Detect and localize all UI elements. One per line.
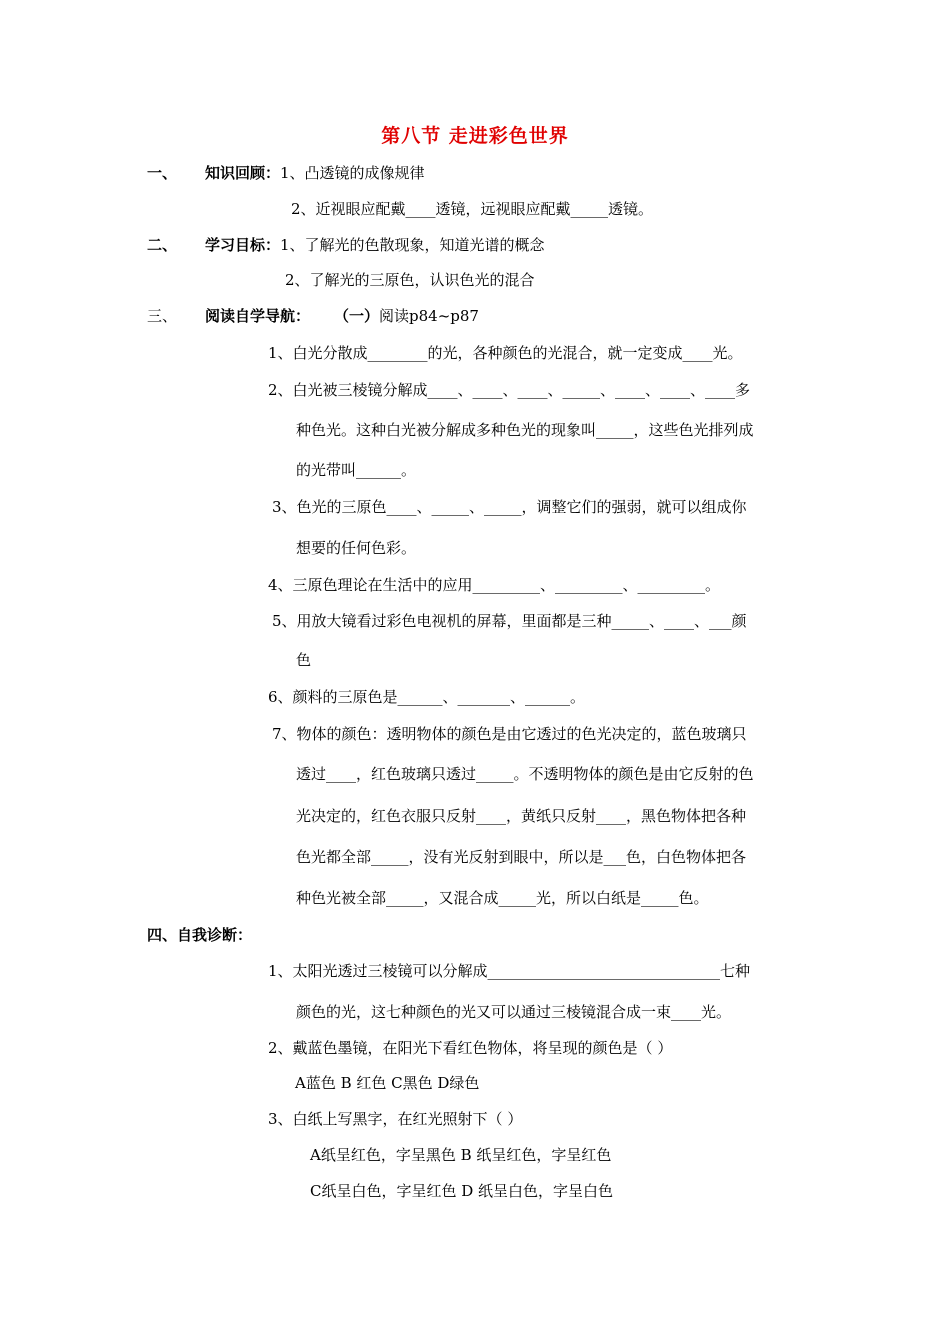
section-1-number: 一、 bbox=[147, 164, 178, 182]
s4-line-4-options: A蓝色 B 红色 C黑色 D绿色 bbox=[295, 1074, 480, 1092]
s3-line-9: 色 bbox=[296, 651, 312, 669]
s3-line-15: 种色光被全部_____，又混合成_____光，所以白纸是_____色。 bbox=[296, 889, 709, 907]
section-2-number: 二、 bbox=[147, 236, 178, 254]
section-1-title-row bbox=[205, 163, 425, 183]
section-3-title: 阅读自学导航： bbox=[205, 307, 311, 325]
section-1-title: 知识回顾： bbox=[205, 164, 281, 182]
s4-line-6-options: A纸呈红色，字呈黑色 B 纸呈红色，字呈红色 bbox=[310, 1146, 612, 1164]
s3-line-7: 4、三原色理论在生活中的应用_________、_________、_________。 bbox=[268, 576, 721, 594]
section-3-sub-text: 阅读p84~p87 bbox=[379, 307, 479, 325]
section-3-number: 三、 bbox=[147, 307, 178, 325]
s3-line-1: 1、白光分散成________的光，各种颜色的光混合，就一定变成____光。 bbox=[268, 344, 743, 362]
s3-line-5: 3、色光的三原色____、_____、_____，调整它们的强弱，就可以组成你 bbox=[272, 498, 747, 516]
s4-line-2: 颜色的光，这七种颜色的光又可以通过三棱镜混合成一束____光。 bbox=[296, 1003, 732, 1021]
section-2-title: 学习目标： bbox=[205, 236, 281, 254]
section-2-line-2: 2、了解光的三原色，认识色光的混合 bbox=[285, 271, 535, 289]
s4-line-7-options: C纸呈白色，字呈红色 D 纸呈白色，字呈白色 bbox=[310, 1182, 614, 1200]
section-1-line-2: 2、近视眼应配戴____透镜，远视眼应配戴_____透镜。 bbox=[291, 200, 654, 218]
s4-line-1: 1、太阳光透过三棱镜可以分解成_______________________________七种 bbox=[268, 962, 751, 980]
s4-line-5: 3、白纸上写黑字，在红光照射下（ ） bbox=[268, 1110, 523, 1128]
page-title: 第八节 走进彩色世界 bbox=[381, 125, 569, 147]
s4-line-3: 2、戴蓝色墨镜，在阳光下看红色物体，将呈现的颜色是（ ） bbox=[268, 1039, 673, 1057]
section-3-sub-label: （一） bbox=[334, 307, 380, 325]
section-2-title-row bbox=[205, 235, 545, 255]
s3-line-10: 6、颜料的三原色是______、_______、______。 bbox=[268, 688, 586, 706]
s3-line-3: 种色光。这种白光被分解成多种色光的现象叫_____，这些色光排列成 bbox=[296, 421, 754, 439]
s3-line-13: 光决定的，红色衣服只反射____，黄纸只反射____，黑色物体把各种 bbox=[296, 807, 747, 825]
s3-line-12: 透过____，红色玻璃只透过_____。不透明物体的颜色是由它反射的色 bbox=[296, 765, 754, 783]
section-3-title-row bbox=[205, 306, 479, 326]
s3-line-11: 7、物体的颜色：透明物体的颜色是由它透过的色光决定的，蓝色玻璃只 bbox=[272, 725, 747, 743]
s3-line-2: 2、白光被三棱镜分解成____、____、____、_____、____、____、____多 bbox=[268, 381, 751, 399]
s3-line-6: 想要的任何色彩。 bbox=[296, 539, 417, 557]
section-2-line-1: 1、了解光的色散现象，知道光谱的概念 bbox=[280, 236, 545, 254]
s3-line-8: 5、用放大镜看过彩色电视机的屏幕，里面都是三种_____、____、___颜 bbox=[272, 612, 747, 630]
section-4-heading: 四、自我诊断： bbox=[147, 926, 253, 944]
section-1-line-1: 1、凸透镜的成像规律 bbox=[280, 164, 425, 182]
s3-line-14: 色光都全部_____，没有光反射到眼中，所以是___色，白色物体把各 bbox=[296, 848, 747, 866]
s3-line-4: 的光带叫______。 bbox=[296, 461, 417, 479]
